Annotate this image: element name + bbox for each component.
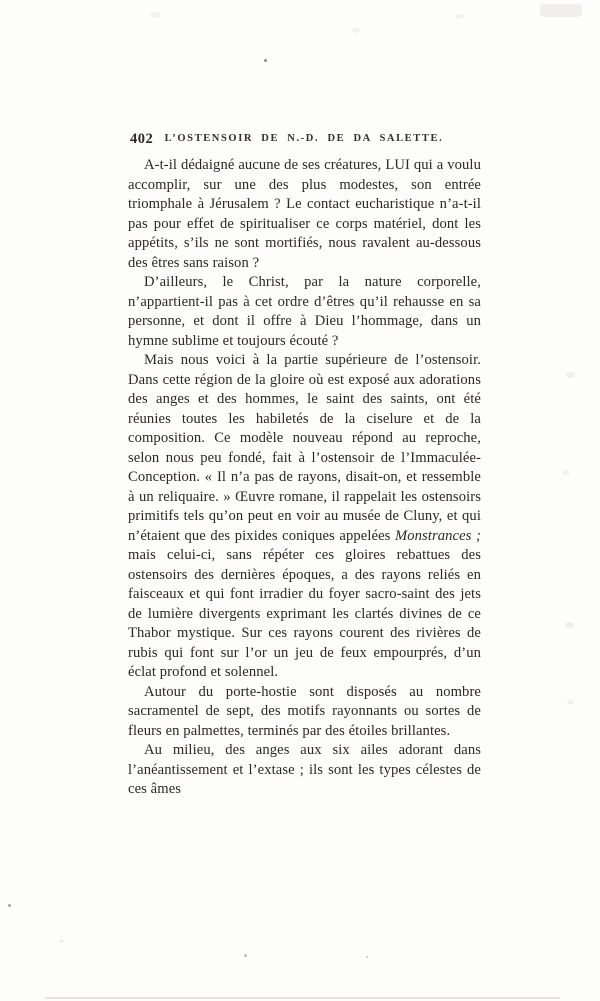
scan-speckle	[60, 940, 63, 942]
scan-speckle	[244, 954, 247, 957]
scan-smudge	[352, 28, 360, 33]
paragraph	[128, 156, 481, 273]
scan-smudge	[455, 14, 464, 19]
page-edge-shadow	[45, 997, 560, 999]
paragraph	[128, 683, 481, 742]
scan-smudge	[567, 700, 574, 705]
scan-speckle	[264, 59, 267, 62]
running-title: L’OSTENSOIR DE N.-D. DE DA SALETTE.	[164, 133, 444, 144]
text-block	[128, 156, 481, 800]
text-segment: Au milieu, des anges aux six ailes adorant dans l’anéantissement et l’extase ; ils sont les types célestes de ces âmes	[128, 742, 481, 797]
italic-text-segment: Monstrances ;	[394, 527, 481, 544]
scan-smudge	[566, 372, 575, 378]
scan-smudge	[540, 4, 582, 17]
text-segment: D’ailleurs, le Christ, par la nature corporelle, n’appartient-il pas à cet ordre d’êtres qu’il rehausse en sa personne, et dont il offre à Dieu l’hommage, dans un hymne sublime et toujours écouté ?	[128, 274, 481, 349]
text-segment: Mais nous voici à la partie supérieure de l’ostensoir. Dans cette région de la gloire où est exposé aux adorations des anges et des hommes, le saint des saints, ont été réunies toutes les habiletés de la ciselure et de la composition. Ce modèle nouveau répond au reproche, selon nous peu fondé, fait à l’ostensoir de l’Immaculée-Conception. « Il n’a pas de rayons, disait-on, et ressemble à un reliquaire. » Œuvre romane, il rappelait les ostensoirs primitifs tels qu’on peut en voir au musée de Cluny, et qui n’étaient que des pixides coniques appelées	[128, 352, 481, 544]
paragraph	[128, 273, 481, 351]
text-segment: Autour du porte-hostie sont disposés au nombre sacramentel de sept, des motifs rayonnants ou sortes de fleurs en palmettes, terminés par des étoiles brillantes.	[128, 683, 481, 739]
scan-smudge	[150, 12, 160, 18]
scan-speckle	[8, 904, 11, 907]
page-number: 402	[130, 131, 154, 147]
scan-smudge	[565, 622, 574, 628]
paragraph	[128, 351, 481, 683]
scan-smudge	[562, 470, 570, 475]
scan-speckle	[366, 956, 368, 958]
text-segment: A-t-il dédaigné aucune de ses créatures, LUI qui a voulu accomplir, sur une des plus modestes, son entrée triomphale à Jérusalem ? Le contact eucharistique n’a-t-il pas pour effet de spiritualiser ce corps matériel, dont les appétits, s’ils ne sont mortifiés, nous ravalent au-dessous des êtres sans raison ?	[128, 157, 481, 271]
running-header	[128, 131, 480, 149]
paragraph	[128, 741, 481, 800]
text-segment: mais celui-ci, sans répéter ces gloires rebattues des ostensoirs des dernières époques, a des rayons reliés en faisceaux et qui font irradier du foyer sacro-saint des jets de lumière divergents exprimant les clartés divines de ce Thabor mystique. Sur ces rayons courent des rivières de rubis qui font sur l’or un jeu de feux empourprés, d’un éclat profond et solennel.	[128, 547, 481, 680]
